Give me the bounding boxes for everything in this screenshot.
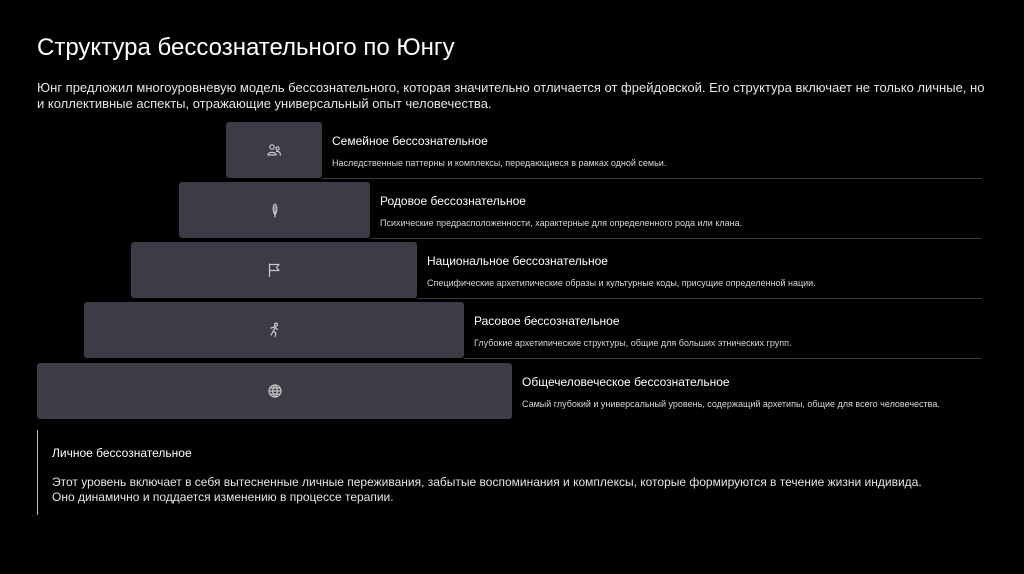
level-name: Общечеловеческое бессознательное xyxy=(522,375,730,389)
level-name: Национальное бессознательное xyxy=(427,254,608,268)
running-person-icon xyxy=(266,322,282,338)
level-racial xyxy=(84,302,982,358)
level-name: Семейное бессознательное xyxy=(332,134,488,148)
level-info-family xyxy=(322,122,982,179)
level-description: Специфические архетипические образы и культурные коды, присущие определенной нации. xyxy=(427,278,816,288)
level-info-racial xyxy=(464,302,982,359)
level-name: Расовое бессознательное xyxy=(474,314,620,328)
pyramid-block-family xyxy=(226,122,322,178)
level-clan xyxy=(179,182,982,238)
level-description: Самый глубокий и универсальный уровень, содержащий архетипы, общие для всего человечества. xyxy=(522,399,940,409)
level-info-national xyxy=(417,242,982,299)
personal-unconscious-section xyxy=(37,430,938,515)
page-title: Структура бессознательного по Юнгу xyxy=(37,34,455,61)
level-national xyxy=(131,242,982,298)
intro-text: Юнг предложил многоуровневую модель бессознательного, которая значительно отличается от фрейдовской. Его структура включает не только личные, но и коллективные аспекты, отражающие универсальный опыт человечества. xyxy=(37,80,985,111)
level-description: Психические предрасположенности, характерные для определенного рода или клана. xyxy=(380,218,743,228)
flag-icon xyxy=(266,262,282,278)
level-universal xyxy=(37,363,982,419)
level-info-clan xyxy=(370,182,982,239)
pyramid-block-racial xyxy=(84,302,464,358)
level-description: Глубокие архетипические структуры, общие для больших этнических групп. xyxy=(474,338,792,348)
personal-title: Личное бессознательное xyxy=(52,446,192,460)
pyramid-block-universal xyxy=(37,363,512,419)
personal-text: Этот уровень включает в себя вытесненные личные переживания, забытые воспоминания и комплексы, которые формируются в течение жизни индивида. Оно динамично и поддается изменению в процессе терапии. xyxy=(52,475,922,504)
level-description: Наследственные паттерны и комплексы, передающиеся в рамках одной семьи. xyxy=(332,158,667,168)
pyramid-block-national xyxy=(131,242,417,298)
globe-icon xyxy=(267,383,283,399)
feather-icon xyxy=(267,202,283,218)
level-name: Родовое бессознательное xyxy=(380,194,526,208)
family-icon xyxy=(266,142,282,158)
level-info-universal xyxy=(512,363,982,419)
level-family xyxy=(226,122,982,178)
pyramid-block-clan xyxy=(179,182,370,238)
